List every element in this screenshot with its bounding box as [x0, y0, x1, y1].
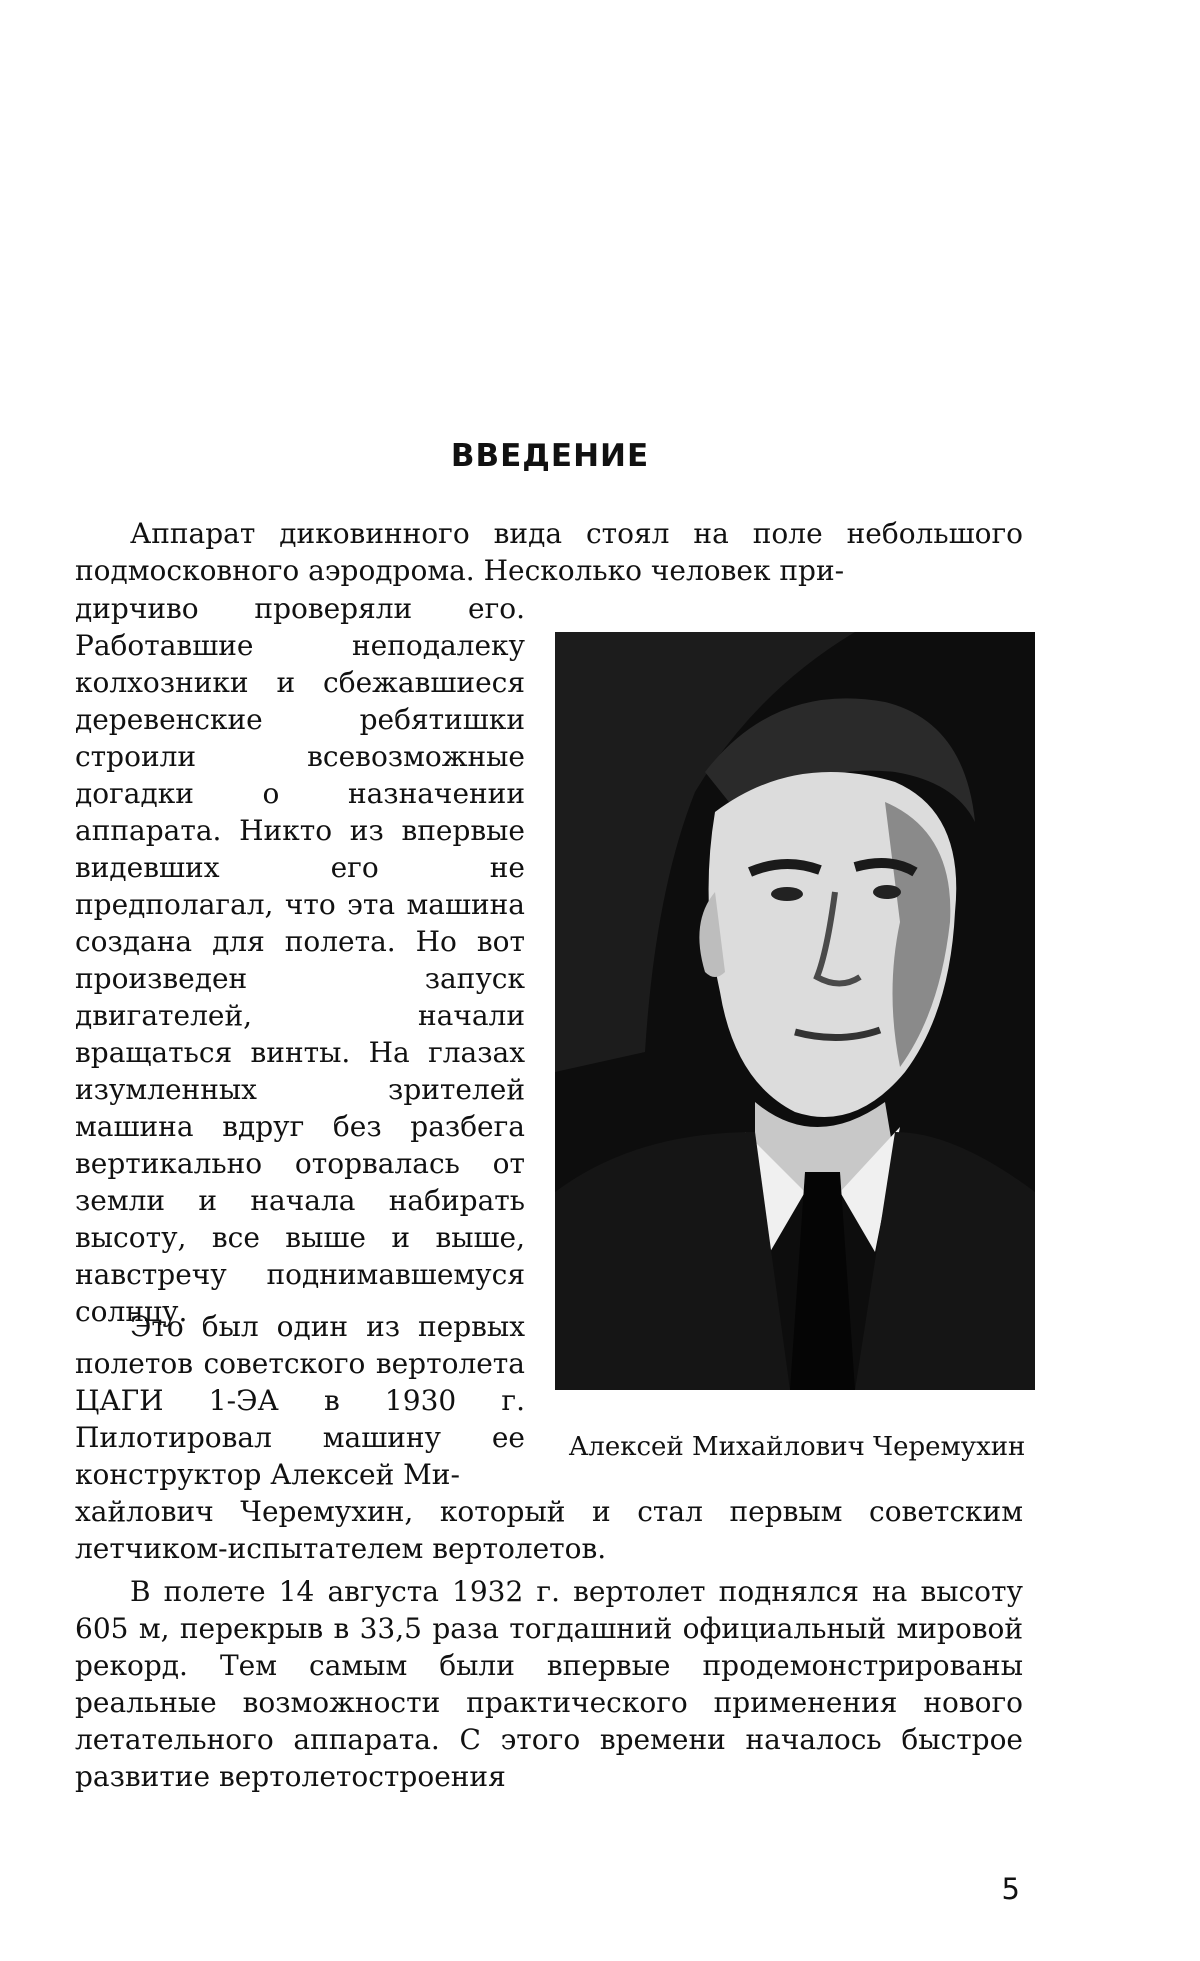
paragraph-3: В полете 14 августа 1932 г. вертолет поднялся на высоту 605 м, перекрыв в 33,5 раза тогдашний официальный мировой рекорд. Тем самым были впервые продемонстрированы реальные возможности практического применения нового летательного аппарата. С этого времени началось быстрое развитие вертолетостроения	[75, 1575, 1023, 1793]
page-number: 5	[1001, 1872, 1020, 1906]
photo-caption: Алексей Михайлович Черемухин	[568, 1432, 1026, 1462]
portrait-photo	[555, 632, 1035, 1390]
portrait-image	[555, 632, 1035, 1390]
chapter-heading: ВВЕДЕНИЕ	[450, 438, 650, 474]
paragraph-2: Это был один из первых полетов советского вертолета ЦАГИ 1-ЭА в 1930 г. Пилотировал машину ее конструктор Алексей Ми-	[75, 1310, 525, 1491]
paragraph-1-opening: Аппарат диковинного вида стоял на поле небольшого подмосковного аэродрома. Несколько человек при-	[75, 517, 1023, 587]
paragraph-2-continued: хайлович Черемухин, который и стал первым советским летчиком-испытателем вертолетов.	[75, 1495, 1023, 1565]
paragraph-1-continued: дирчиво проверяли его. Работавшие неподалеку колхозники и сбежавшиеся деревенские ребятишки строили всевозможные догадки о назначении аппарата. Никто из впервые видевших его не предполагал, что эта машина создана для полета. Но вот произведен запуск двигателей, начали вращаться винты. На глазах изумленных зрителей машина вдруг без разбега вертикально оторвалась от земли и начала набирать высоту, все выше и выше, навстречу поднимавшемуся солнцу.	[75, 592, 525, 1328]
